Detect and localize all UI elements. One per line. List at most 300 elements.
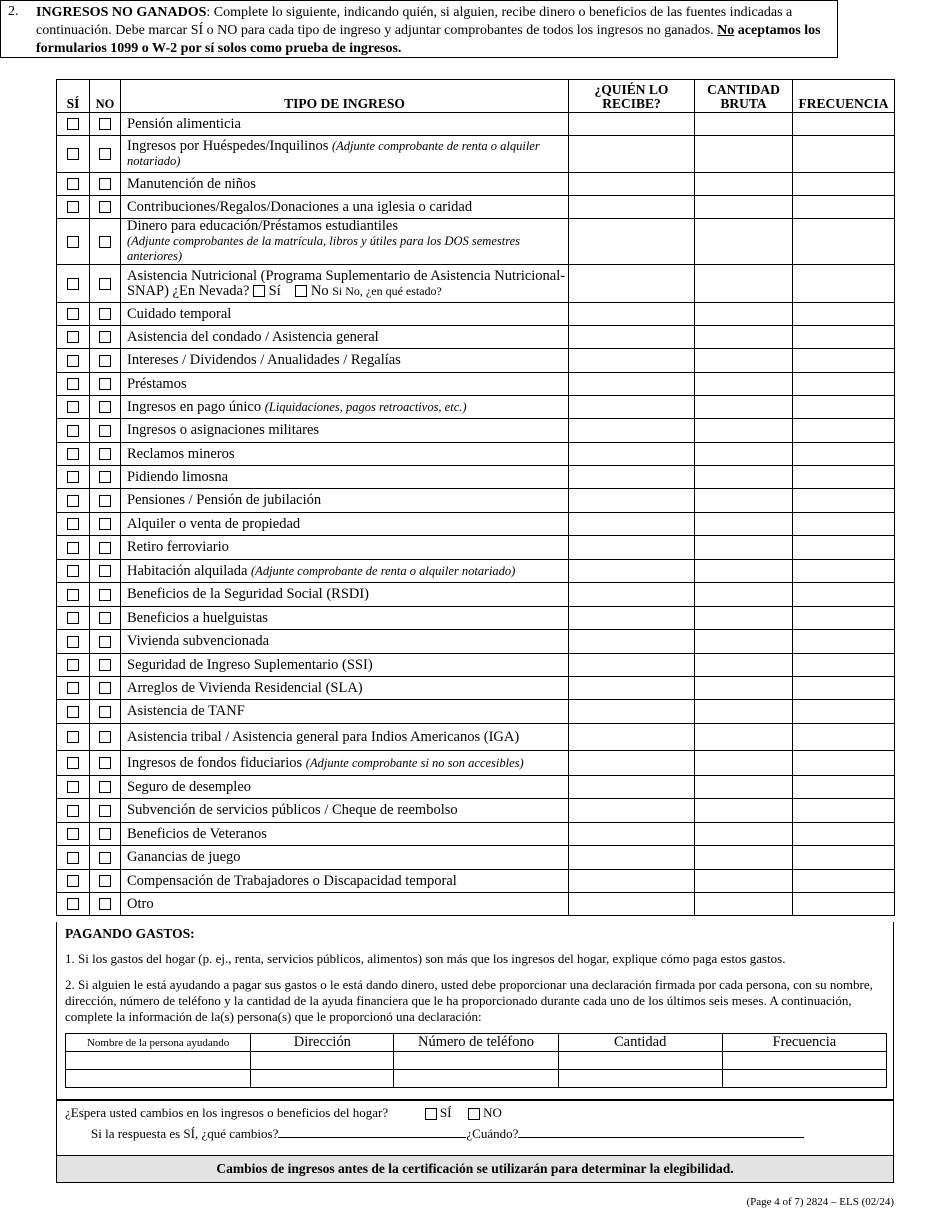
who-receives-field[interactable] (569, 751, 695, 776)
si-checkbox[interactable] (67, 495, 79, 507)
income-type-cell (121, 419, 569, 443)
who-receives-field[interactable] (569, 349, 695, 373)
no-cell (90, 846, 121, 870)
si-cell (57, 419, 90, 443)
income-type-note: (Adjunte comprobantes de la matrícula, libros y útiles para los DOS semestres anteriores) (127, 234, 521, 263)
income-row (57, 893, 895, 916)
income-type-label: Intereses / Dividendos / Anualidades / Regalías (127, 352, 401, 368)
income-type-note: (Adjunte comprobante de renta o alquiler notariado) (127, 139, 540, 168)
gross-amount-field[interactable] (695, 583, 793, 607)
si-cell (57, 846, 90, 870)
no-cell (90, 823, 121, 846)
no-checkbox[interactable] (99, 852, 111, 864)
helper-address-field[interactable] (251, 1070, 394, 1088)
gross-amount-field[interactable] (695, 443, 793, 466)
who-receives-field[interactable] (569, 373, 695, 396)
income-type-cell (121, 893, 569, 916)
gross-amount-field[interactable] (695, 219, 793, 265)
who-receives-field[interactable] (569, 443, 695, 466)
si-checkbox[interactable] (67, 612, 79, 624)
who-receives-field[interactable] (569, 265, 695, 303)
frequency-field[interactable] (793, 654, 895, 677)
no-checkbox[interactable] (99, 355, 111, 367)
income-type-cell (121, 776, 569, 799)
no-checkbox[interactable] (99, 401, 111, 413)
si-cell (57, 607, 90, 630)
si-checkbox[interactable] (67, 118, 79, 130)
income-type-note: (Adjunte comprobante de renta o alquiler notariado) (251, 563, 516, 578)
si-cell (57, 630, 90, 654)
gross-amount-field[interactable] (695, 630, 793, 654)
who-receives-field[interactable] (569, 583, 695, 607)
frequency-field[interactable] (793, 870, 895, 893)
who-receives-field[interactable] (569, 219, 695, 265)
income-type-label: Beneficios de Veteranos (127, 825, 267, 842)
income-type-label: Ingresos o asignaciones militares (127, 422, 320, 438)
no-checkbox[interactable] (99, 612, 111, 624)
gross-amount-field[interactable] (695, 724, 793, 751)
si-cell (57, 443, 90, 466)
no-checkbox[interactable] (99, 636, 111, 648)
frequency-field[interactable] (793, 265, 895, 303)
no-checkbox[interactable] (99, 518, 111, 530)
income-type-cell (121, 196, 569, 219)
si-checkbox[interactable] (67, 201, 79, 213)
no-checkbox[interactable] (99, 659, 111, 671)
frequency-field[interactable] (793, 303, 895, 326)
helpers-col-amount: Cantidad (558, 1034, 722, 1052)
helper-name-field[interactable] (66, 1052, 251, 1070)
si-checkbox[interactable] (67, 178, 79, 190)
helper-amount-field[interactable] (558, 1070, 722, 1088)
no-cell (90, 799, 121, 823)
no-checkbox[interactable] (99, 331, 111, 343)
gross-amount-field[interactable] (695, 846, 793, 870)
income-row (57, 630, 895, 654)
gross-amount-field[interactable] (695, 677, 793, 700)
gross-amount-field[interactable] (695, 489, 793, 513)
no-cell (90, 607, 121, 630)
no-checkbox[interactable] (99, 448, 111, 460)
nevada-si-checkbox[interactable] (253, 285, 265, 297)
si-checkbox[interactable] (67, 636, 79, 648)
no-checkbox[interactable] (99, 682, 111, 694)
no-checkbox[interactable] (99, 471, 111, 483)
income-type-label: Seguridad de Ingreso Suplementario (SSI) (127, 656, 373, 673)
instructions-text: : Complete lo siguiente, indicando quién, si alguien, recibe dinero o beneficios de las fuentes indicadas a continuación. Debe marcar SÍ o NO para cada tipo de ingreso y adjuntar comprobantes de todos los ingresos no ganados. (36, 5, 793, 38)
no-checkbox[interactable] (99, 589, 111, 601)
income-type-cell (121, 113, 569, 136)
frequency-field[interactable] (793, 136, 895, 173)
income-row (57, 349, 895, 373)
si-checkbox[interactable] (67, 828, 79, 840)
si-checkbox[interactable] (67, 757, 79, 769)
page-reference: (Page 4 of 7) 2824 – ELS (02/24) (746, 1196, 894, 1208)
helpers-table (65, 1033, 887, 1088)
no-checkbox[interactable] (99, 828, 111, 840)
income-type-cell (121, 677, 569, 700)
frequency-field[interactable] (793, 776, 895, 799)
income-type-label: Ingresos de fondos fiduciarios (127, 754, 306, 771)
changes-question: ¿Espera usted cambios en los ingresos o beneficios del hogar? (65, 1105, 389, 1120)
helper-phone-field[interactable] (394, 1070, 558, 1088)
income-type-cell (121, 630, 569, 654)
income-type-label: Subvención de servicios públicos / Cheque de reembolso (127, 802, 458, 818)
who-receives-field[interactable] (569, 630, 695, 654)
nevada-si-label: Sí (268, 282, 281, 299)
gross-amount-field[interactable] (695, 776, 793, 799)
gross-amount-field[interactable] (695, 700, 793, 724)
no-cell (90, 466, 121, 489)
gross-amount-field[interactable] (695, 136, 793, 173)
which-state-label: Si No, ¿en qué estado? (332, 283, 442, 298)
who-receives-field[interactable] (569, 870, 695, 893)
si-cell (57, 700, 90, 724)
gross-amount-field[interactable] (695, 536, 793, 560)
gross-amount-field[interactable] (695, 751, 793, 776)
helper-phone-field[interactable] (394, 1052, 558, 1070)
frequency-field[interactable] (793, 326, 895, 349)
who-receives-field[interactable] (569, 466, 695, 489)
who-receives-field[interactable] (569, 823, 695, 846)
no-checkbox[interactable] (99, 425, 111, 437)
expenses-paragraph-2: 2. Si alguien le está ayudando a pagar sus gastos o le está dando dinero, usted debe proporcionar una declaración firmada por cada persona, con su nombre, dirección, número de teléfono y la cantidad de la ayuda financiera que le ha proporcionado durante cada uno de los últimos seis meses. A continuación, complete la información de la(s) persona(s) que le proporcionó una declaración: (65, 977, 873, 1024)
gross-amount-field[interactable] (695, 419, 793, 443)
no-checkbox[interactable] (99, 875, 111, 887)
no-cell (90, 196, 121, 219)
who-receives-field[interactable] (569, 196, 695, 219)
who-receives-field[interactable] (569, 396, 695, 419)
si-checkbox[interactable] (67, 401, 79, 413)
si-checkbox[interactable] (67, 471, 79, 483)
income-row (57, 265, 895, 303)
no-cell (90, 776, 121, 799)
income-type-cell (121, 607, 569, 630)
which-changes-label: Si la respuesta es SÍ, ¿qué cambios? (91, 1126, 279, 1141)
gross-amount-field[interactable] (695, 173, 793, 196)
no-checkbox[interactable] (99, 706, 111, 718)
helpers-col-name: Nombre de la persona ayudando (66, 1034, 251, 1052)
no-cell (90, 870, 121, 893)
gross-amount-field[interactable] (695, 265, 793, 303)
income-type-cell (121, 466, 569, 489)
frequency-field[interactable] (793, 823, 895, 846)
si-cell (57, 265, 90, 303)
gross-amount-field[interactable] (695, 373, 793, 396)
income-row (57, 396, 895, 419)
no-checkbox[interactable] (99, 731, 111, 743)
section-title: INGRESOS NO GANADOS (36, 5, 207, 20)
frequency-field[interactable] (793, 513, 895, 536)
income-type-cell (121, 173, 569, 196)
paying-expenses-section (56, 922, 894, 1100)
income-type-label: Alquiler o venta de propiedad (127, 515, 301, 532)
no-checkbox[interactable] (99, 805, 111, 817)
frequency-field[interactable] (793, 443, 895, 466)
who-receives-field[interactable] (569, 654, 695, 677)
no-checkbox[interactable] (99, 898, 111, 910)
income-type-cell (121, 349, 569, 373)
no-checkbox[interactable] (99, 542, 111, 554)
frequency-field[interactable] (793, 799, 895, 823)
si-checkbox[interactable] (67, 448, 79, 460)
which-changes-field[interactable] (278, 1125, 466, 1138)
who-receives-field[interactable] (569, 724, 695, 751)
income-type-note: (Liquidaciones, pagos retroactivos, etc.) (264, 399, 467, 414)
no-checkbox[interactable] (99, 495, 111, 507)
income-row (57, 419, 895, 443)
si-checkbox[interactable] (67, 706, 79, 718)
income-row (57, 870, 895, 893)
no-cell (90, 724, 121, 751)
no-checkbox[interactable] (99, 148, 111, 160)
who-receives-field[interactable] (569, 677, 695, 700)
income-type-label: Otro (127, 895, 154, 912)
frequency-field[interactable] (793, 751, 895, 776)
income-type-cell (121, 443, 569, 466)
income-type-label: Arreglos de Vivienda Residencial (SLA) (127, 679, 363, 696)
no-cell (90, 489, 121, 513)
no-cell (90, 700, 121, 724)
frequency-field[interactable] (793, 396, 895, 419)
frequency-field[interactable] (793, 219, 895, 265)
income-type-cell (121, 799, 569, 823)
no-checkbox[interactable] (99, 378, 111, 390)
gross-amount-field[interactable] (695, 113, 793, 136)
si-checkbox[interactable] (67, 682, 79, 694)
si-checkbox[interactable] (67, 355, 79, 367)
si-checkbox[interactable] (67, 781, 79, 793)
si-checkbox[interactable] (67, 542, 79, 554)
who-receives-field[interactable] (569, 513, 695, 536)
income-row (57, 799, 895, 823)
income-type-cell (121, 654, 569, 677)
who-receives-field[interactable] (569, 326, 695, 349)
gross-amount-field[interactable] (695, 654, 793, 677)
frequency-field[interactable] (793, 724, 895, 751)
who-receives-field[interactable] (569, 173, 695, 196)
no-cell (90, 560, 121, 583)
si-checkbox[interactable] (67, 875, 79, 887)
who-receives-field[interactable] (569, 489, 695, 513)
gross-amount-field[interactable] (695, 560, 793, 583)
income-type-label: Ganancias de juego (127, 849, 241, 865)
helper-name-field[interactable] (66, 1070, 251, 1088)
no-cell (90, 443, 121, 466)
frequency-field[interactable] (793, 607, 895, 630)
si-cell (57, 799, 90, 823)
income-type-cell (121, 560, 569, 583)
gross-amount-field[interactable] (695, 607, 793, 630)
income-type-note: (Adjunte comprobante si no son accesibles) (305, 755, 524, 770)
unearned-income-table (56, 79, 895, 916)
who-receives-field[interactable] (569, 799, 695, 823)
frequency-field[interactable] (793, 630, 895, 654)
si-checkbox[interactable] (67, 425, 79, 437)
frequency-field[interactable] (793, 893, 895, 916)
changes-si-label: SÍ (439, 1105, 452, 1120)
si-cell (57, 466, 90, 489)
frequency-field[interactable] (793, 113, 895, 136)
helpers-row (66, 1052, 887, 1070)
no-cell (90, 751, 121, 776)
no-cell (90, 583, 121, 607)
nevada-no-label: No (310, 282, 329, 299)
when-field[interactable] (518, 1125, 804, 1138)
income-row (57, 136, 895, 173)
income-type-cell (121, 870, 569, 893)
income-row (57, 219, 895, 265)
no-cell (90, 513, 121, 536)
gross-amount-field[interactable] (695, 303, 793, 326)
helpers-col-frequency: Frecuencia (722, 1034, 886, 1052)
si-checkbox[interactable] (67, 518, 79, 530)
frequency-field[interactable] (793, 846, 895, 870)
who-receives-field[interactable] (569, 560, 695, 583)
frequency-field[interactable] (793, 419, 895, 443)
helper-address-field[interactable] (251, 1052, 394, 1070)
gross-amount-field[interactable] (695, 349, 793, 373)
gross-amount-field[interactable] (695, 326, 793, 349)
who-receives-field[interactable] (569, 136, 695, 173)
income-type-label: Vivienda subvencionada (127, 633, 270, 649)
si-cell (57, 136, 90, 173)
frequency-field[interactable] (793, 583, 895, 607)
si-cell (57, 489, 90, 513)
nevada-no-checkbox[interactable] (295, 285, 307, 297)
si-cell (57, 583, 90, 607)
who-receives-field[interactable] (569, 113, 695, 136)
who-receives-field[interactable] (569, 776, 695, 799)
si-checkbox[interactable] (67, 731, 79, 743)
no-cell (90, 113, 121, 136)
frequency-field[interactable] (793, 677, 895, 700)
si-checkbox[interactable] (67, 565, 79, 577)
si-cell (57, 113, 90, 136)
income-row (57, 607, 895, 630)
helpers-col-address: Dirección (251, 1034, 394, 1052)
frequency-field[interactable] (793, 536, 895, 560)
gross-amount-field[interactable] (695, 799, 793, 823)
no-checkbox[interactable] (99, 565, 111, 577)
si-checkbox[interactable] (67, 378, 79, 390)
income-row (57, 846, 895, 870)
si-cell (57, 396, 90, 419)
income-type-label: Seguro de desempleo (127, 778, 252, 795)
no-checkbox[interactable] (99, 236, 111, 248)
income-type-cell (121, 136, 569, 173)
si-checkbox[interactable] (67, 331, 79, 343)
gross-amount-field[interactable] (695, 466, 793, 489)
who-receives-field[interactable] (569, 607, 695, 630)
income-row (57, 823, 895, 846)
si-checkbox[interactable] (67, 898, 79, 910)
income-row (57, 326, 895, 349)
si-cell (57, 677, 90, 700)
no-cell (90, 654, 121, 677)
frequency-field[interactable] (793, 196, 895, 219)
frequency-field[interactable] (793, 373, 895, 396)
si-checkbox[interactable] (67, 852, 79, 864)
no-checkbox[interactable] (99, 201, 111, 213)
no-cell (90, 303, 121, 326)
no-checkbox[interactable] (99, 118, 111, 130)
income-type-cell (121, 489, 569, 513)
gross-amount-field[interactable] (695, 893, 793, 916)
frequency-field[interactable] (793, 466, 895, 489)
income-type-label: Dinero para educación/Préstamos estudiantiles (127, 218, 398, 234)
no-checkbox[interactable] (99, 178, 111, 190)
si-checkbox[interactable] (67, 308, 79, 320)
income-type-cell (121, 513, 569, 536)
si-checkbox[interactable] (67, 589, 79, 601)
si-checkbox[interactable] (67, 148, 79, 160)
gross-amount-field[interactable] (695, 823, 793, 846)
income-row (57, 776, 895, 799)
si-checkbox[interactable] (67, 659, 79, 671)
who-receives-field[interactable] (569, 303, 695, 326)
helper-frequency-field[interactable] (722, 1070, 886, 1088)
changes-no-checkbox[interactable] (468, 1108, 480, 1120)
frequency-field[interactable] (793, 173, 895, 196)
income-row (57, 560, 895, 583)
helper-frequency-field[interactable] (722, 1052, 886, 1070)
gross-amount-field[interactable] (695, 396, 793, 419)
si-cell (57, 303, 90, 326)
income-type-cell (121, 536, 569, 560)
helpers-row (66, 1070, 887, 1088)
no-checkbox[interactable] (99, 278, 111, 290)
frequency-field[interactable] (793, 700, 895, 724)
si-cell (57, 349, 90, 373)
no-checkbox[interactable] (99, 757, 111, 769)
who-receives-field[interactable] (569, 536, 695, 560)
who-receives-field[interactable] (569, 893, 695, 916)
no-checkbox[interactable] (99, 781, 111, 793)
income-row (57, 751, 895, 776)
instructions-bold-tail: aceptamos los formularios 1099 o W-2 por sí solos como prueba de ingresos. (36, 23, 821, 56)
who-receives-field[interactable] (569, 700, 695, 724)
si-cell (57, 219, 90, 265)
no-cell (90, 326, 121, 349)
no-cell (90, 893, 121, 916)
income-row (57, 654, 895, 677)
header-no: NO (90, 80, 121, 113)
no-checkbox[interactable] (99, 308, 111, 320)
si-checkbox[interactable] (67, 805, 79, 817)
gross-amount-field[interactable] (695, 196, 793, 219)
frequency-field[interactable] (793, 489, 895, 513)
helper-amount-field[interactable] (558, 1052, 722, 1070)
income-type-label: Pensiones / Pensión de jubilación (127, 492, 322, 508)
who-receives-field[interactable] (569, 419, 695, 443)
no-cell (90, 219, 121, 265)
income-type-label: Retiro ferroviario (127, 539, 229, 555)
si-checkbox[interactable] (67, 278, 79, 290)
gross-amount-field[interactable] (695, 870, 793, 893)
no-cell (90, 536, 121, 560)
income-row (57, 583, 895, 607)
income-type-cell (121, 724, 569, 751)
changes-si-checkbox[interactable] (425, 1108, 437, 1120)
si-cell (57, 776, 90, 799)
income-row (57, 113, 895, 136)
frequency-field[interactable] (793, 349, 895, 373)
who-receives-field[interactable] (569, 846, 695, 870)
gross-amount-field[interactable] (695, 513, 793, 536)
frequency-field[interactable] (793, 560, 895, 583)
si-checkbox[interactable] (67, 236, 79, 248)
